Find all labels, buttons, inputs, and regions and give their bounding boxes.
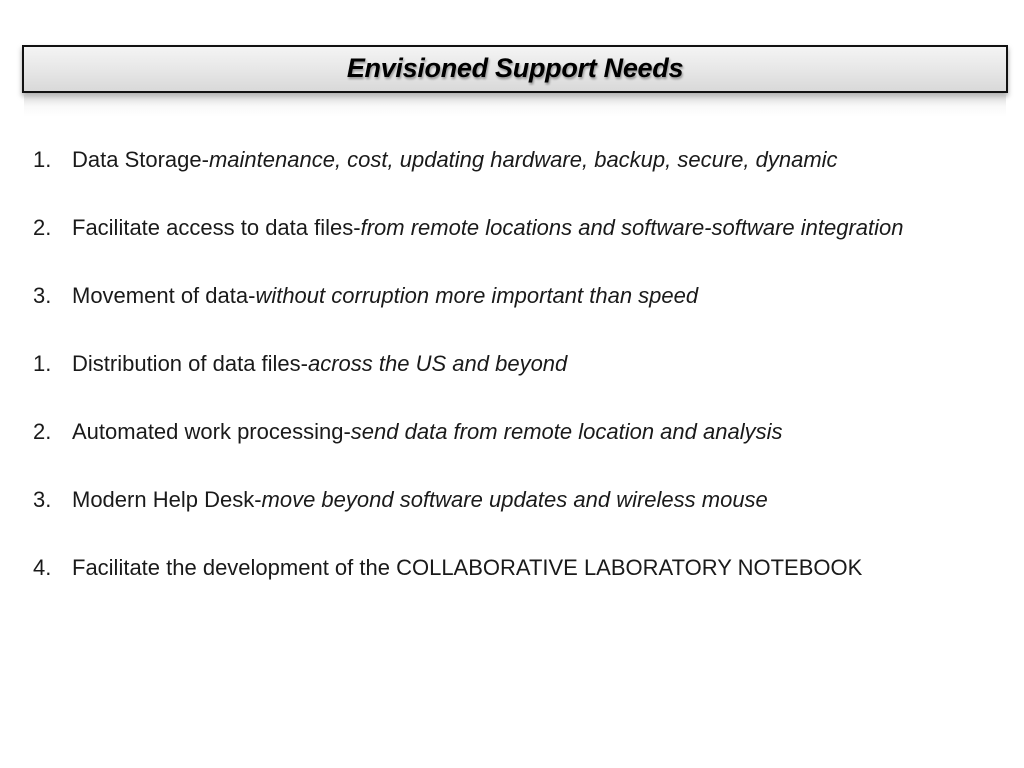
list-item-detail-text: maintenance, cost, updating hardware, backup, secure, dynamic: [208, 147, 838, 172]
list-item-number: 1.: [33, 147, 52, 172]
list-item-main-text: Modern Help Desk-: [72, 487, 262, 512]
list-item: [0, 347, 1024, 381]
list-item: [0, 415, 1024, 449]
list-item: [0, 483, 1024, 517]
list-item: [0, 211, 1024, 245]
title-bar: [22, 45, 1008, 93]
list-item-main-text: Automated work processing-: [72, 419, 351, 444]
list-item-number: 2.: [33, 215, 52, 240]
support-needs-list: [0, 143, 1024, 619]
list-item-detail-text: move beyond software updates and wireless mouse: [261, 487, 768, 512]
slide-title: Envisioned Support Needs: [346, 52, 684, 83]
list-item-number: 3.: [33, 487, 52, 512]
list-item-main-text: Data Storage-: [72, 147, 209, 172]
list-item-detail-text: without corruption more important than speed: [255, 283, 699, 308]
list-item-detail-text: from remote locations and software-software integration: [360, 215, 904, 240]
list-item-main-text: Facilitate the development of the COLLABORATIVE LABORATORY NOTEBOOK: [72, 555, 863, 580]
title-reflection: [24, 95, 1006, 117]
list-item-main-text: Movement of data-: [72, 283, 256, 308]
list-item-detail-text: send data from remote location and analysis: [350, 419, 783, 444]
list-item-number: 3.: [33, 283, 52, 308]
list-item: [0, 279, 1024, 313]
list-item: [0, 143, 1024, 177]
list-item-number: 4.: [33, 555, 52, 580]
list-item-detail-text: across the US and beyond: [308, 351, 568, 376]
list-item-number: 2.: [33, 419, 52, 444]
list-item-main-text: Distribution of data files-: [72, 351, 308, 376]
list-item: [0, 551, 1024, 585]
list-item-main-text: Facilitate access to data files-: [72, 215, 361, 240]
list-item-number: 1.: [33, 351, 52, 376]
